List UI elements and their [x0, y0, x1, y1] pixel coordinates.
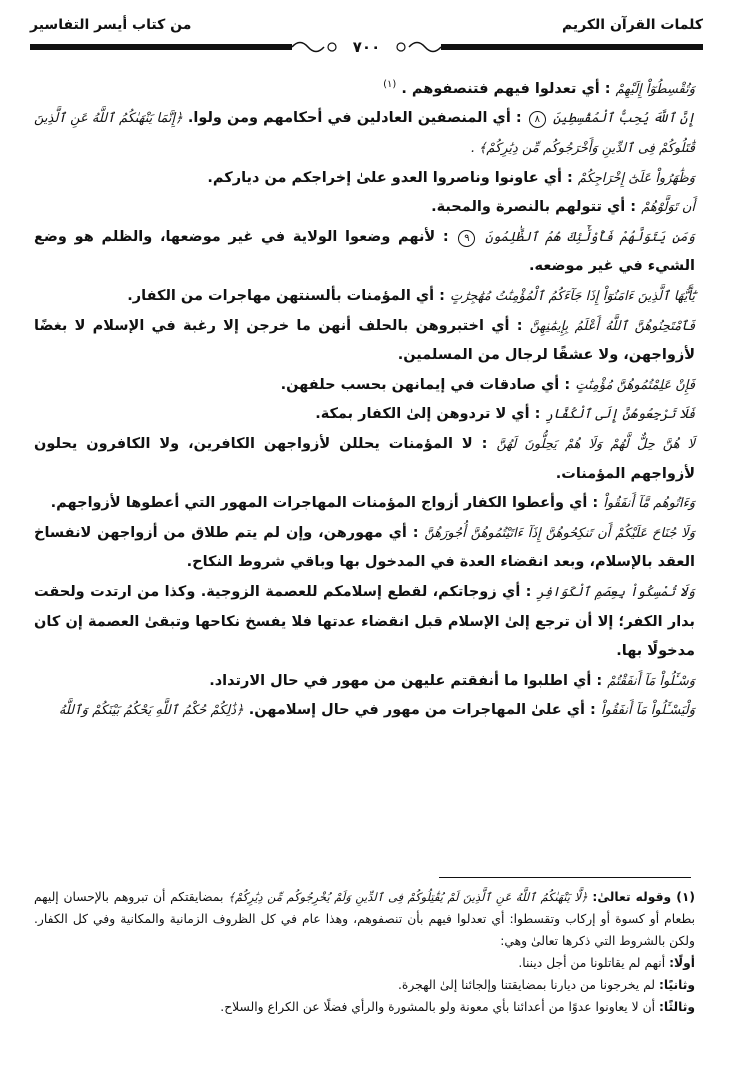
- entry: [34, 371, 695, 401]
- verse-number-marker: ٩: [458, 230, 475, 247]
- entry: [34, 193, 695, 223]
- verse-phrase: وَلَا جُنَاحَ عَلَيْكُمْ أَن تَنكِحُوهُنَّ إِذَآ ءَاتَيْتُمُوهُنَّ أُجُورَهُنَّ: [424, 525, 695, 541]
- entry: [34, 70, 695, 104]
- footnote-condition: [34, 996, 695, 1018]
- footnote-label: (١) وقوله تعالىٰ:: [592, 890, 695, 904]
- footnote-text: بمضايقتكم أن تبروهم بالإحسان إليهم بطعام أو كسوة أو إركاب وتقسطوا: أي تعدلوا فيهم بأن تنصفوهم، وهذا عام في كل الظروف الزمانية والمكانية وفي كل الكفار. ولكن بالشروط التي ذكرها تعالىٰ وهي:: [34, 890, 695, 948]
- quoted-verse: ﴿إِنَّمَا يَنْهَىٰكُمُ ٱللَّهُ عَنِ ٱلَّذِينَ قَٰتَلُوكُمْ فِى ٱلدِّينِ وَأَخْرَجُوكُم مِّن دِيَٰرِكُمْ﴾ .: [34, 111, 695, 157]
- verse-phrase: فَإِنْ عَلِمْتُمُوهُنَّ مُؤْمِنَٰتٍ: [575, 377, 695, 393]
- condition-text: أن لا يعاونوا عدوًا من أعدائنا بأي معونة ولو بالمشورة والرأي فضلًا عن الكراع والسلاح.: [220, 1000, 656, 1014]
- condition-label: وثالثًا:: [658, 1000, 695, 1014]
- verse-phrase: وَمَن يَتَوَلَّهُمْ فَأُوْلَٰٓئِكَ هُمُ ٱلظَّٰلِمُونَ: [485, 229, 695, 245]
- entry: [34, 282, 695, 312]
- verse-phrase: وَءَاتُوهُم مَّآ أَنفَقُواْ: [603, 496, 695, 512]
- entry: [34, 400, 695, 430]
- entry: [34, 519, 695, 578]
- condition-text: لم يخرجونا من ديارنا بمضايقتنا وإلجائنا إلىٰ الهجرة.: [398, 978, 656, 992]
- explanation: : أي وأعطوا الكفار أزواج المؤمنات المهاجرات المهور التي أعطوها لأزواجهم.: [50, 495, 599, 512]
- verse-phrase: وَسْـَٔلُواْ مَآ أَنفَقْتُمْ: [607, 673, 695, 689]
- header-right-title: كلمات القرآن الكريم: [561, 17, 703, 33]
- explanation: : أي لا تردوهن إلىٰ الكفار بمكة.: [315, 406, 541, 423]
- page-number: ٧٠٠: [352, 38, 381, 56]
- condition-text: أنهم لم يقاتلونا من أجل ديننا.: [518, 956, 666, 970]
- entry: [34, 223, 695, 282]
- condition-label: وثانيًا:: [658, 978, 695, 992]
- explanation: : أي تعدلوا فيهم فتنصفوهم .: [401, 80, 611, 97]
- entry: [34, 104, 695, 163]
- verse-phrase: لَا هُنَّ حِلٌّ لَّهُمْ وَلَا هُمْ يَحِلُّونَ لَهُنَّ: [496, 436, 695, 452]
- footnote-separator: [439, 877, 691, 878]
- footnote-intro: [34, 886, 695, 952]
- footnote-verse: ﴿لَّا يَنْهَىٰكُمُ ٱللَّهُ عَنِ ٱلَّذِينَ لَمْ يُقَٰتِلُوكُمْ فِى ٱلدِّينِ وَلَمْ يُخْرِجُوكُم مِّن دِيَٰرِكُمْ﴾: [228, 890, 588, 904]
- header-left-title: من كتاب أيسر التفاسير: [30, 17, 192, 33]
- explanation: : أي تتولهم بالنصرة والمحبة.: [431, 199, 637, 216]
- explanation: : لا المؤمنات يحللن لأزواجهن الكافرين، ولا الكافرون يحلون لأزواجهم المؤمنات.: [34, 435, 695, 482]
- explanation: : لأنهم وضعوا الولاية في غير موضعها، والظلم هو وضع الشيء في غير موضعه.: [34, 228, 695, 275]
- verse-phrase: وَتُقْسِطُوٓاْ إِلَيْهِمْ: [615, 81, 695, 97]
- entry: [34, 578, 695, 667]
- verse-phrase: فَٱمْتَحِنُوهُنَّ ٱللَّهُ أَعْلَمُ بِإِيمَٰنِهِنَّ: [529, 318, 695, 334]
- verse-phrase: وَلْيَسْـَٔلُواْ مَآ أَنفَقُواْ: [600, 703, 695, 719]
- verse-phrase: وَلَا تُمْسِكُواْ بِعِصَمِ ٱلْكَوَافِرِ: [536, 584, 695, 600]
- verse-phrase: أَن تَوَلَّوْهُمْ: [641, 200, 695, 216]
- explanation: : أي اطلبوا ما أنفقتم عليهن من مهور في حال الارتداد.: [209, 672, 603, 689]
- condition-label: أولًا:: [669, 956, 695, 970]
- explanation: : أي زوجاتكم، لقطع إسلامكم للعصمة الزوجية. وكذا من ارتدت ولحقت بدار الكفر؛ إلا أن ترجع إلىٰ الإسلام قبل انقضاء عدتها فلا يفسخ نكاحها وتبقىٰ العصمة إن كان مدخولًا بها.: [34, 583, 695, 660]
- footnote: [34, 886, 695, 1018]
- footnote-reference[interactable]: (١): [383, 79, 397, 90]
- entry: [34, 489, 695, 519]
- explanation: : أي اختبروهن بالحلف أنهن ما خرجن إلا رغبة في الإسلام لا بغضًا لأزواجهن، ولا عشقًا لرجال من المسلمين.: [34, 317, 695, 364]
- explanation: : أي مهورهن، وإن لم يتم طلاق من أزواجهن لانفساخ العقد بالإسلام، وبعد انقضاء العدة في المدخول بها وباقي شروط النكاح.: [34, 524, 695, 571]
- main-text: [34, 70, 695, 726]
- entry: [34, 164, 695, 194]
- explanation: : أي عاونوا وناصروا العدو علىٰ إخراجكم من دياركم.: [207, 169, 573, 186]
- quoted-verse: ﴿ذَٰلِكُمْ حُكْمُ ٱللَّهِ يَحْكُمُ بَيْنَكُمْ وَٱللَّهُ: [58, 703, 244, 719]
- explanation: : أي المؤمنات بألسنتهن مهاجرات من الكفار.: [127, 287, 445, 304]
- verse-phrase: يَٰٓأَيُّهَا ٱلَّذِينَ ءَامَنُوٓاْ إِذَا جَآءَكُمُ ٱلْمُؤْمِنَٰتُ مُهَٰجِرَٰتٍ: [450, 288, 695, 304]
- verse-phrase: وَظَٰهَرُواْ عَلَىٰٓ إِخْرَاجِكُمْ: [577, 170, 695, 186]
- explanation: : أي صادقات في إيمانهن بحسب حلفهن.: [280, 376, 571, 393]
- verse-phrase: فَلَا تَرْجِعُوهُنَّ إِلَى ٱلْكُفَّارِ: [545, 407, 695, 423]
- verse-phrase: إِنَّ ٱللَّهَ يُحِبُّ ٱلْمُقْسِطِينَ: [552, 111, 695, 127]
- verse-number-marker: ٨: [529, 111, 546, 128]
- entry: [34, 312, 695, 371]
- entry: [34, 696, 695, 726]
- explanation: : أي علىٰ المهاجرات من مهور في حال إسلامهن.: [248, 702, 596, 719]
- footnote-condition: [34, 974, 695, 996]
- entry: [34, 667, 695, 697]
- explanation: : أي المنصفين العادلين في أحكامهم ومن ولوا.: [187, 110, 522, 127]
- footnote-condition: [34, 952, 695, 974]
- running-header: [30, 14, 703, 36]
- entry: [34, 430, 695, 489]
